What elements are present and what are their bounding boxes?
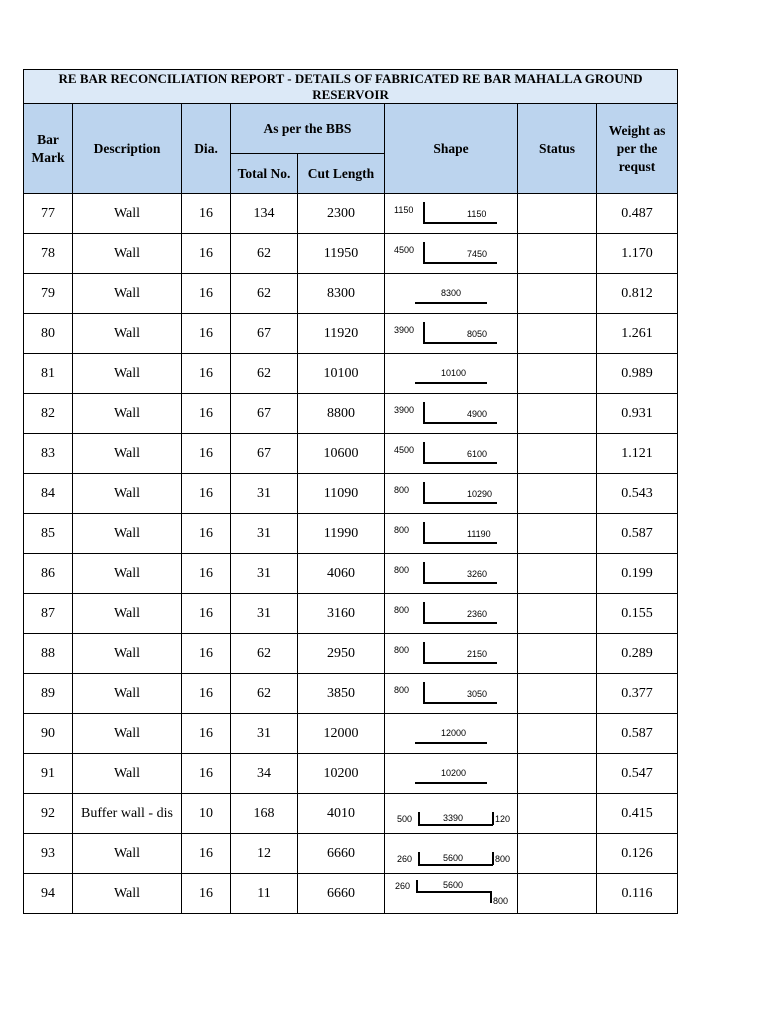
table-row xyxy=(24,274,678,314)
dia-cell: 16 xyxy=(182,714,231,754)
shape-line xyxy=(415,782,487,784)
bar-shape-diagram xyxy=(385,394,518,433)
shape-line xyxy=(492,852,494,865)
table-row xyxy=(24,554,678,594)
total-no-cell: 67 xyxy=(231,314,298,354)
shape-line xyxy=(423,682,425,703)
table-row xyxy=(24,434,678,474)
weight-cell: 0.155 xyxy=(597,594,678,634)
dia-cell: 16 xyxy=(182,434,231,474)
bar-shape-diagram xyxy=(385,314,518,353)
header-as-per-bbs: As per the BBS xyxy=(231,104,385,154)
table-row xyxy=(24,394,678,434)
weight-cell: 0.415 xyxy=(597,794,678,834)
header-status: Status xyxy=(518,104,597,194)
shape-line xyxy=(418,864,493,866)
shape-dimension-label: 11190 xyxy=(467,529,491,539)
status-cell xyxy=(518,474,597,514)
weight-cell: 0.587 xyxy=(597,514,678,554)
cut-length-cell: 8800 xyxy=(298,394,385,434)
table-row xyxy=(24,474,678,514)
shape-dimension-label: 4900 xyxy=(467,409,488,419)
shape-dimension-label: 120 xyxy=(495,814,511,824)
bar-shape-diagram xyxy=(385,794,518,833)
shape-cell xyxy=(385,354,518,394)
shape-line xyxy=(423,622,497,624)
shape-line xyxy=(416,891,491,893)
cut-length-cell: 12000 xyxy=(298,714,385,754)
weight-cell: 0.377 xyxy=(597,674,678,714)
table-row xyxy=(24,234,678,274)
shape-line xyxy=(423,342,497,344)
shape-cell xyxy=(385,314,518,354)
total-no-cell: 67 xyxy=(231,394,298,434)
bar-mark-cell: 83 xyxy=(24,434,73,474)
shape-cell xyxy=(385,834,518,874)
total-no-cell: 134 xyxy=(231,194,298,234)
total-no-cell: 34 xyxy=(231,754,298,794)
total-no-cell: 31 xyxy=(231,474,298,514)
bar-shape-diagram xyxy=(385,634,518,673)
cut-length-cell: 10200 xyxy=(298,754,385,794)
shape-line xyxy=(423,602,425,623)
status-cell xyxy=(518,354,597,394)
total-no-cell: 67 xyxy=(231,434,298,474)
shape-dimension-label: 800 xyxy=(394,525,410,535)
shape-line xyxy=(423,702,497,704)
shape-line xyxy=(418,824,493,826)
dia-cell: 16 xyxy=(182,834,231,874)
shape-cell xyxy=(385,234,518,274)
cut-length-cell: 10100 xyxy=(298,354,385,394)
status-cell xyxy=(518,834,597,874)
total-no-cell: 62 xyxy=(231,634,298,674)
shape-line xyxy=(423,582,497,584)
shape-line xyxy=(415,302,487,304)
shape-dimension-label: 800 xyxy=(394,485,410,495)
bar-shape-diagram xyxy=(385,834,518,873)
cut-length-cell: 11920 xyxy=(298,314,385,354)
cut-length-cell: 10600 xyxy=(298,434,385,474)
weight-cell: 0.989 xyxy=(597,354,678,394)
shape-cell xyxy=(385,674,518,714)
weight-cell: 0.812 xyxy=(597,274,678,314)
shape-cell xyxy=(385,514,518,554)
shape-line xyxy=(423,642,425,663)
shape-line xyxy=(423,422,497,424)
shape-dimension-label: 800 xyxy=(394,565,410,575)
shape-dimension-label: 800 xyxy=(493,896,509,906)
bar-shape-diagram xyxy=(385,754,518,793)
cut-length-cell: 11990 xyxy=(298,514,385,554)
status-cell xyxy=(518,394,597,434)
description-cell: Wall xyxy=(73,274,182,314)
status-cell xyxy=(518,874,597,914)
cut-length-cell: 11950 xyxy=(298,234,385,274)
shape-dimension-label: 260 xyxy=(395,881,411,891)
status-cell xyxy=(518,754,597,794)
table-row xyxy=(24,674,678,714)
shape-dimension-label: 1150 xyxy=(467,209,487,219)
shape-line xyxy=(423,462,497,464)
description-cell: Wall xyxy=(73,634,182,674)
dia-cell: 16 xyxy=(182,274,231,314)
table-row xyxy=(24,314,678,354)
total-no-cell: 31 xyxy=(231,714,298,754)
shape-dimension-label: 5600 xyxy=(443,853,464,863)
total-no-cell: 11 xyxy=(231,874,298,914)
weight-cell: 0.587 xyxy=(597,714,678,754)
status-cell xyxy=(518,794,597,834)
weight-cell: 1.261 xyxy=(597,314,678,354)
shape-line xyxy=(423,262,497,264)
shape-dimension-label: 3050 xyxy=(467,689,488,699)
shape-dimension-label: 2360 xyxy=(467,609,488,619)
description-cell: Wall xyxy=(73,474,182,514)
table-row xyxy=(24,634,678,674)
total-no-cell: 62 xyxy=(231,234,298,274)
bar-mark-cell: 94 xyxy=(24,874,73,914)
shape-dimension-label: 800 xyxy=(394,685,410,695)
shape-line xyxy=(423,562,425,583)
bar-shape-diagram xyxy=(385,874,518,913)
dia-cell: 16 xyxy=(182,594,231,634)
table-row xyxy=(24,874,678,914)
shape-cell xyxy=(385,274,518,314)
bar-shape-diagram xyxy=(385,554,518,593)
shape-dimension-label: 3900 xyxy=(394,325,415,335)
bar-shape-diagram xyxy=(385,474,518,513)
bar-mark-cell: 77 xyxy=(24,194,73,234)
shape-line xyxy=(490,891,492,903)
weight-cell: 0.543 xyxy=(597,474,678,514)
total-no-cell: 168 xyxy=(231,794,298,834)
header-bar-mark: Bar Mark xyxy=(24,104,73,194)
bar-shape-diagram xyxy=(385,714,518,753)
shape-line xyxy=(423,402,425,423)
shape-cell xyxy=(385,634,518,674)
description-cell: Wall xyxy=(73,354,182,394)
status-cell xyxy=(518,234,597,274)
description-cell: Wall xyxy=(73,434,182,474)
shape-dimension-label: 6100 xyxy=(467,449,488,459)
shape-dimension-label: 10100 xyxy=(441,368,467,378)
shape-dimension-label: 500 xyxy=(397,814,413,824)
total-no-cell: 12 xyxy=(231,834,298,874)
bar-mark-cell: 86 xyxy=(24,554,73,594)
shape-cell xyxy=(385,194,518,234)
bar-mark-cell: 93 xyxy=(24,834,73,874)
table-row xyxy=(24,194,678,234)
status-cell xyxy=(518,714,597,754)
header-dia: Dia. xyxy=(182,104,231,194)
shape-line xyxy=(423,522,425,543)
cut-length-cell: 4010 xyxy=(298,794,385,834)
description-cell: Wall xyxy=(73,314,182,354)
description-cell: Wall xyxy=(73,674,182,714)
header-weight: Weight as per the requst xyxy=(597,104,678,194)
bar-mark-cell: 82 xyxy=(24,394,73,434)
description-cell: Wall xyxy=(73,394,182,434)
dia-cell: 16 xyxy=(182,874,231,914)
bar-mark-cell: 80 xyxy=(24,314,73,354)
shape-dimension-label: 4500 xyxy=(394,245,415,255)
description-cell: Wall xyxy=(73,754,182,794)
dia-cell: 16 xyxy=(182,514,231,554)
shape-dimension-label: 4500 xyxy=(394,445,415,455)
shape-line xyxy=(423,222,497,224)
description-cell: Wall xyxy=(73,554,182,594)
weight-cell: 0.126 xyxy=(597,834,678,874)
cut-length-cell: 2950 xyxy=(298,634,385,674)
weight-cell: 0.289 xyxy=(597,634,678,674)
rebar-reconciliation-table xyxy=(23,69,678,914)
total-no-cell: 31 xyxy=(231,594,298,634)
shape-dimension-label: 3260 xyxy=(467,569,488,579)
dia-cell: 16 xyxy=(182,394,231,434)
shape-line xyxy=(415,742,487,744)
bar-mark-cell: 87 xyxy=(24,594,73,634)
table-row xyxy=(24,594,678,634)
bar-shape-diagram xyxy=(385,234,518,273)
bar-shape-diagram xyxy=(385,674,518,713)
status-cell xyxy=(518,674,597,714)
shape-dimension-label: 3390 xyxy=(443,813,464,823)
bar-shape-diagram xyxy=(385,434,518,473)
shape-dimension-label: 260 xyxy=(397,854,413,864)
table-row xyxy=(24,794,678,834)
header-total-no: Total No. xyxy=(231,154,298,194)
description-cell: Wall xyxy=(73,714,182,754)
shape-cell xyxy=(385,754,518,794)
dia-cell: 10 xyxy=(182,794,231,834)
dia-cell: 16 xyxy=(182,314,231,354)
bar-mark-cell: 84 xyxy=(24,474,73,514)
shape-dimension-label: 10200 xyxy=(441,768,467,778)
bar-mark-cell: 92 xyxy=(24,794,73,834)
table-row xyxy=(24,514,678,554)
cut-length-cell: 6660 xyxy=(298,874,385,914)
bar-shape-diagram xyxy=(385,354,518,393)
bar-shape-diagram xyxy=(385,274,518,313)
dia-cell: 16 xyxy=(182,554,231,594)
bar-mark-cell: 88 xyxy=(24,634,73,674)
header-shape: Shape xyxy=(385,104,518,194)
weight-cell: 0.116 xyxy=(597,874,678,914)
bar-mark-cell: 85 xyxy=(24,514,73,554)
status-cell xyxy=(518,314,597,354)
description-cell: Wall xyxy=(73,874,182,914)
shape-dimension-label: 1150 xyxy=(394,205,414,215)
status-cell xyxy=(518,434,597,474)
description-cell: Wall xyxy=(73,234,182,274)
dia-cell: 16 xyxy=(182,754,231,794)
shape-dimension-label: 800 xyxy=(394,605,410,615)
shape-cell xyxy=(385,594,518,634)
shape-cell xyxy=(385,554,518,594)
shape-cell xyxy=(385,714,518,754)
description-cell: Buffer wall - dis xyxy=(73,794,182,834)
shape-cell xyxy=(385,474,518,514)
table-body xyxy=(24,194,678,914)
shape-cell xyxy=(385,394,518,434)
table-row xyxy=(24,754,678,794)
table-row xyxy=(24,834,678,874)
shape-line xyxy=(423,502,497,504)
description-cell: Wall xyxy=(73,194,182,234)
bar-shape-diagram xyxy=(385,594,518,633)
header-description: Description xyxy=(73,104,182,194)
description-cell: Wall xyxy=(73,514,182,554)
status-cell xyxy=(518,194,597,234)
total-no-cell: 62 xyxy=(231,354,298,394)
cut-length-cell: 11090 xyxy=(298,474,385,514)
table-row xyxy=(24,354,678,394)
status-cell xyxy=(518,554,597,594)
cut-length-cell: 3850 xyxy=(298,674,385,714)
shape-line xyxy=(423,542,497,544)
weight-cell: 0.931 xyxy=(597,394,678,434)
shape-dimension-label: 2150 xyxy=(467,649,488,659)
cut-length-cell: 8300 xyxy=(298,274,385,314)
table-row xyxy=(24,714,678,754)
bar-mark-cell: 91 xyxy=(24,754,73,794)
shape-line xyxy=(423,662,497,664)
shape-line xyxy=(423,202,425,223)
total-no-cell: 31 xyxy=(231,514,298,554)
shape-dimension-label: 10290 xyxy=(467,489,493,499)
header-cut-length: Cut Length xyxy=(298,154,385,194)
dia-cell: 16 xyxy=(182,474,231,514)
shape-dimension-label: 8050 xyxy=(467,329,488,339)
weight-cell: 0.199 xyxy=(597,554,678,594)
dia-cell: 16 xyxy=(182,674,231,714)
shape-dimension-label: 3900 xyxy=(394,405,415,415)
cut-length-cell: 6660 xyxy=(298,834,385,874)
shape-dimension-label: 800 xyxy=(495,854,511,864)
status-cell xyxy=(518,634,597,674)
dia-cell: 16 xyxy=(182,234,231,274)
status-cell xyxy=(518,594,597,634)
report-title: RE BAR RECONCILIATION REPORT - DETAILS OF FABRICATED RE BAR MAHALLA GROUND RESERVOIR xyxy=(24,70,678,104)
cut-length-cell: 4060 xyxy=(298,554,385,594)
weight-cell: 0.487 xyxy=(597,194,678,234)
shape-dimension-label: 12000 xyxy=(441,728,467,738)
total-no-cell: 31 xyxy=(231,554,298,594)
shape-line xyxy=(415,382,487,384)
shape-line xyxy=(492,812,494,825)
total-no-cell: 62 xyxy=(231,274,298,314)
shape-line xyxy=(423,442,425,463)
bar-shape-diagram xyxy=(385,194,518,233)
bar-mark-cell: 81 xyxy=(24,354,73,394)
cut-length-cell: 3160 xyxy=(298,594,385,634)
dia-cell: 16 xyxy=(182,634,231,674)
shape-cell xyxy=(385,794,518,834)
shape-line xyxy=(423,322,425,343)
shape-dimension-label: 5600 xyxy=(443,880,464,890)
shape-dimension-label: 7450 xyxy=(467,249,488,259)
status-cell xyxy=(518,514,597,554)
shape-dimension-label: 8300 xyxy=(441,288,462,298)
shape-dimension-label: 800 xyxy=(394,645,410,655)
dia-cell: 16 xyxy=(182,354,231,394)
shape-line xyxy=(423,482,425,503)
weight-cell: 1.170 xyxy=(597,234,678,274)
bar-mark-cell: 90 xyxy=(24,714,73,754)
bar-mark-cell: 79 xyxy=(24,274,73,314)
weight-cell: 1.121 xyxy=(597,434,678,474)
description-cell: Wall xyxy=(73,594,182,634)
cut-length-cell: 2300 xyxy=(298,194,385,234)
dia-cell: 16 xyxy=(182,194,231,234)
shape-cell xyxy=(385,434,518,474)
weight-cell: 0.547 xyxy=(597,754,678,794)
total-no-cell: 62 xyxy=(231,674,298,714)
status-cell xyxy=(518,274,597,314)
description-cell: Wall xyxy=(73,834,182,874)
bar-mark-cell: 89 xyxy=(24,674,73,714)
bar-shape-diagram xyxy=(385,514,518,553)
bar-mark-cell: 78 xyxy=(24,234,73,274)
shape-line xyxy=(423,242,425,263)
shape-cell xyxy=(385,874,518,914)
